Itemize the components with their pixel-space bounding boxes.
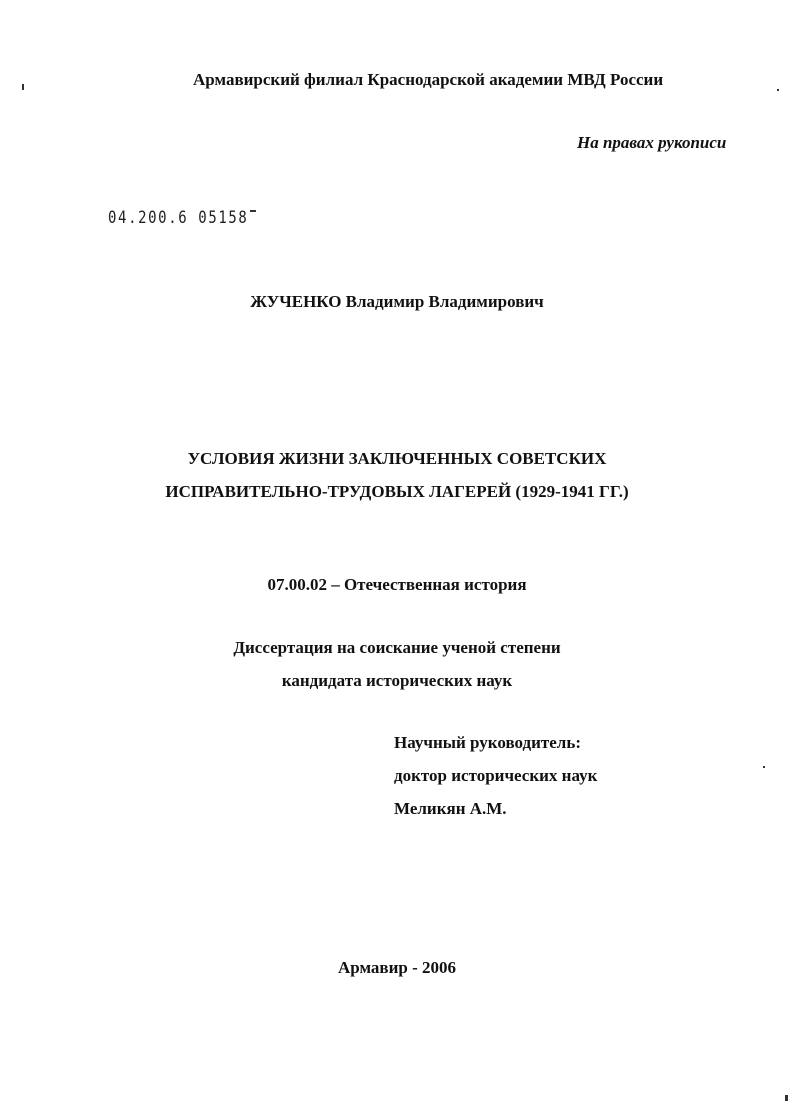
supervisor-degree: доктор исторических наук	[394, 766, 598, 785]
scan-speck	[763, 766, 765, 768]
author-name: ЖУЧЕНКО Владимир Владимирович	[250, 292, 544, 311]
degree-line-1: Диссертация на соискание ученой степени	[233, 638, 561, 657]
institution-heading: Армавирский филиал Краснодарской академии МВД России	[193, 70, 664, 89]
degree-line-2: кандидата исторических наук	[281, 671, 513, 690]
scan-speck	[250, 210, 256, 212]
scan-speck	[785, 1095, 788, 1101]
place-and-year: Армавир - 2006	[337, 958, 457, 977]
specialty-code: 07.00.02 – Отечественная история	[267, 575, 527, 594]
supervisor-label: Научный руководитель:	[394, 733, 581, 752]
thesis-title-line-2: ИСПРАВИТЕЛЬНО-ТРУДОВЫХ ЛАГЕРЕЙ (1929-1941 ГГ.)	[165, 482, 629, 501]
scan-speck	[777, 89, 779, 91]
thesis-title-line-1: УСЛОВИЯ ЖИЗНИ ЗАКЛЮЧЕННЫХ СОВЕТСКИХ	[187, 449, 607, 468]
manuscript-rights-note: На правах рукописи	[577, 133, 727, 152]
supervisor-name: Меликян А.М.	[394, 799, 507, 818]
registration-stamp: 04.200.6 05158	[108, 208, 249, 228]
scan-speck	[22, 84, 24, 90]
